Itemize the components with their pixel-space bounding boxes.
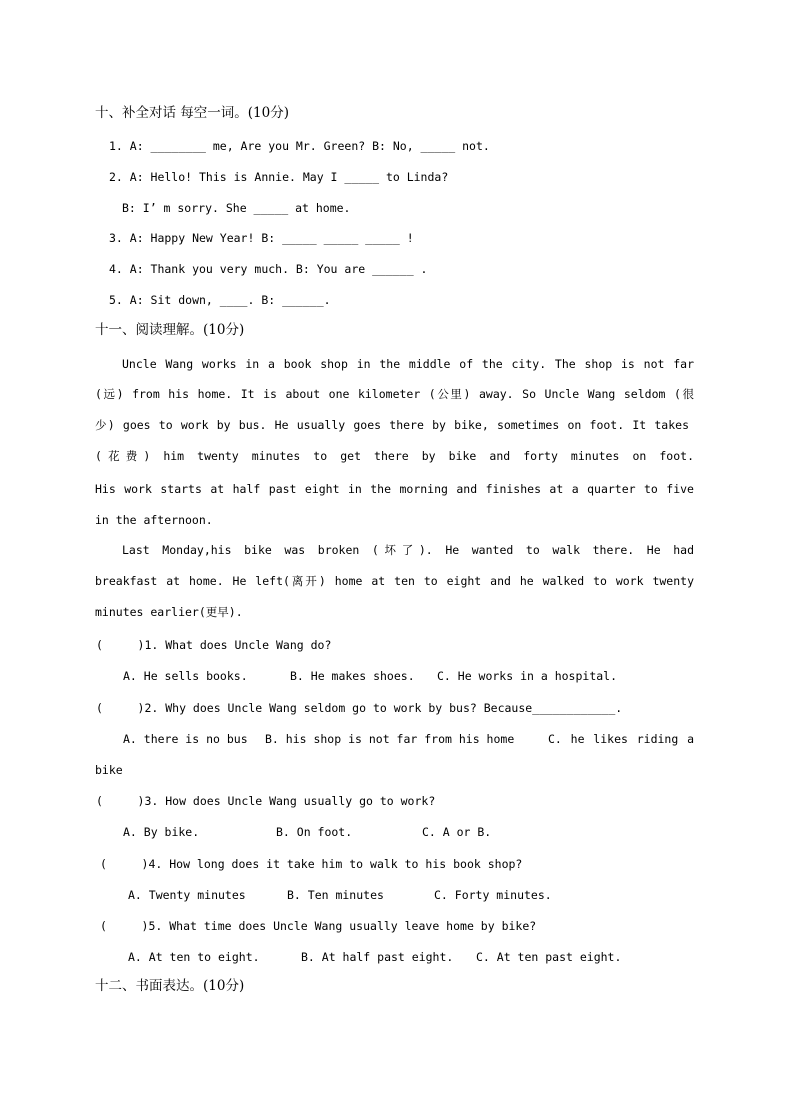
question-5-option-a: A. At ten to eight. <box>128 950 260 964</box>
dialogue-item-2: 2. A: Hello! This is Annie. May I _____ to Linda? <box>109 170 449 184</box>
question-4-option-a: A. Twenty minutes <box>128 888 246 902</box>
section-10-title: 十、补全对话 每空一词。(10分) <box>95 105 290 121</box>
passage-line: (花费) him twenty minutes to get there by bike and forty minutes on foot. <box>95 449 694 463</box>
question-2-option-b: B. his shop is not far from his home <box>265 732 515 746</box>
section-12-title: 十二、书面表达。(10分) <box>95 978 245 994</box>
question-3-option-c: C. A or B. <box>422 825 492 839</box>
question-3-option-b: B. On foot. <box>276 825 353 839</box>
dialogue-item-1: 1. A: ________ me, Are you Mr. Green? B: No, _____ not. <box>109 139 490 153</box>
dialogue-item-4: 4. A: Thank you very much. B: You are ______ . <box>109 262 428 276</box>
passage-line: 少) goes to work by bus. He usually goes there by bike, sometimes on foot. It takes <box>95 418 689 432</box>
question-2-option-a: A. there is no bus <box>123 732 248 746</box>
passage-line: breakfast at home. He left(离开) home at ten to eight and he walked to work twenty <box>95 574 694 588</box>
question-2: ( )2. Why does Uncle Wang seldom go to work by bus? Because____________. <box>96 701 623 715</box>
question-5-option-b: B. At half past eight. <box>301 950 454 964</box>
passage-line: His work starts at half past eight in the morning and finishes at a quarter to five <box>95 482 694 496</box>
dialogue-item-5: 5. A: Sit down, ____. B: ______. <box>109 293 331 307</box>
question-2-option-c: C. he likes riding a <box>548 732 694 746</box>
question-4: ( )4. How long does it take him to walk to his book shop? <box>100 857 523 871</box>
dialogue-item-3: 3. A: Happy New Year! B: _____ _____ _____ ! <box>109 231 414 245</box>
section-11-title: 十一、阅读理解。(10分) <box>95 322 245 338</box>
question-1: ( )1. What does Uncle Wang do? <box>96 638 332 652</box>
question-4-option-c: C. Forty minutes. <box>434 888 552 902</box>
dialogue-item-2-b: B: I’ m sorry. She _____ at home. <box>122 201 351 215</box>
question-3: ( )3. How does Uncle Wang usually go to work? <box>96 794 436 808</box>
passage-line: Uncle Wang works in a book shop in the middle of the city. The shop is not far <box>122 357 694 371</box>
passage-line: in the afternoon. <box>95 513 213 527</box>
question-1-option-b: B. He makes shoes. <box>290 669 415 683</box>
passage-line: (远) from his home. It is about one kilometer (公里) away. So Uncle Wang seldom (很 <box>95 387 694 401</box>
question-3-option-a: A. By bike. <box>123 825 200 839</box>
question-1-option-a: A. He sells books. <box>123 669 248 683</box>
passage-line: minutes earlier(更早). <box>95 605 243 619</box>
question-1-option-c: C. He works in a hospital. <box>437 669 618 683</box>
question-4-option-b: B. Ten minutes <box>287 888 384 902</box>
question-5-option-c: C. At ten past eight. <box>476 950 622 964</box>
passage-line: Last Monday,his bike was broken (坏了). He wanted to walk there. He had <box>122 543 694 557</box>
question-2-option-c-continued: bike <box>95 763 123 777</box>
question-5: ( )5. What time does Uncle Wang usually leave home by bike? <box>100 919 537 933</box>
